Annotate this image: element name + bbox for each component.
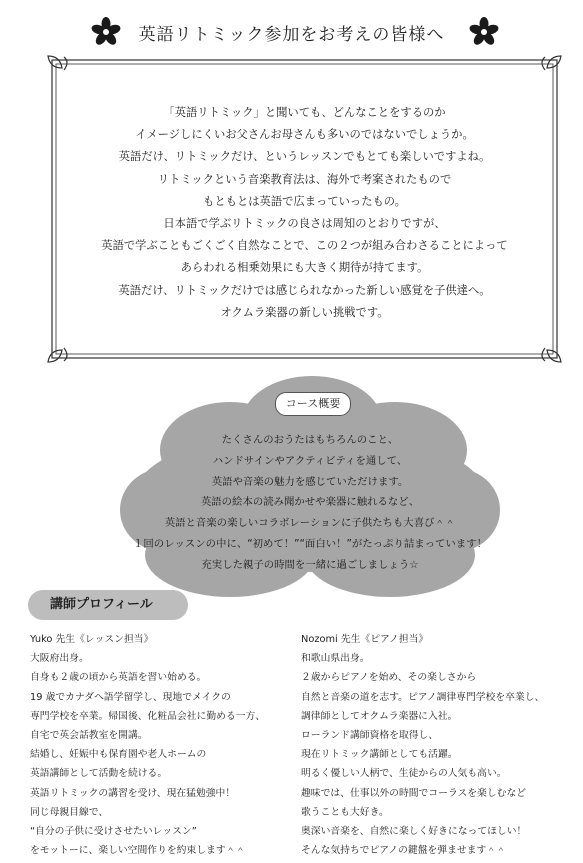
course-cloud — [120, 370, 500, 602]
title-row — [0, 14, 583, 50]
intro-line: 英語だけ、リトミックだけでは感じられなかった新しい感覚を子供達へ。 — [118, 283, 491, 297]
intro-line: あらわれる相乗効果にも大きく期待が持てます。 — [180, 261, 429, 275]
profile-line: “自分の子供に受けさせたいレッスン” — [30, 826, 197, 838]
intro-line: リトミックという音楽教育法は、海外で考案されたもので — [157, 172, 452, 186]
profile-line: 自宅で英会話教室を開講。 — [30, 730, 148, 742]
profile-line: 英語講師として活動を続ける。 — [30, 768, 168, 780]
profile-line: 調律師としてオクムラ楽器に入社。 — [301, 710, 458, 722]
profile-line: ローランド講師資格を取得し、 — [301, 730, 439, 742]
intro-frame — [46, 54, 563, 364]
profile-nozomi — [301, 630, 571, 860]
intro-line: 英語だけ、リトミックだけ、というレッスンでもとても楽しいですよね。 — [118, 150, 491, 164]
course-line: 英語や音楽の魅力を感じていただけます。 — [211, 475, 409, 488]
profile-line: をモットーに、楽しい空間作りを約束します＾＾ — [30, 845, 246, 857]
profile-line: 和歌山県出身。 — [301, 653, 370, 665]
intro-line: 「英語リトミック」と聞いても、どんなことをするのか — [163, 106, 446, 119]
intro-text — [46, 102, 563, 324]
profile-line: ２歳からピアノを始め、その楽しさから — [301, 672, 477, 684]
profile-line: 自身も２歳の頃から英語を習い始める。 — [30, 672, 207, 684]
course-line: 英語の絵本の読み聞かせや楽器に触れるなど、 — [200, 496, 420, 509]
flower-icon-right — [468, 16, 500, 48]
profile-line: 大阪府出身。 — [30, 653, 89, 665]
intro-line: 日本語で学ぶリトミックの良さは周知のとおりですが、 — [163, 217, 446, 231]
profile-line: 英語リトミックの講習を受け、現在猛勉強中！ — [30, 787, 236, 799]
profile-line: 趣味では、仕事以外の時間でコーラスを楽しむなど — [301, 787, 527, 799]
profile-yuko — [30, 630, 295, 860]
course-line: たくさんのおうたはもちろんのこと、 — [221, 434, 399, 446]
intro-line: もともとは英語で広まっていったもの。 — [203, 194, 406, 208]
intro-line: イメージしにくいお父さんお母さんも多いのではないでしょうか。 — [135, 128, 474, 142]
course-line: 充実した親子の時間を一緒に過ごしましょう☆ — [201, 558, 419, 571]
course-line: ハンドサインやアクティビティを通して、 — [212, 454, 408, 467]
course-line: １回のレッスンの中に、“初めて！”“面白い！”がたっぷり詰まっています！ — [133, 537, 487, 550]
profile-line: 19 歳でカナダへ語学留学し、現地でメイクの — [30, 691, 231, 703]
profile-line: 明るく優しい人柄で、生徒からの人気も高い。 — [301, 768, 507, 780]
intro-line: オクムラ楽器の新しい挑戦です。 — [220, 305, 389, 319]
profile-line: 奥深い音楽を、自然に楽しく好きになってほしい！ — [301, 826, 527, 838]
page-title: 英語リトミック参加をお考えの皆様へ — [138, 25, 445, 45]
profile-title: 講師プロフィール — [50, 597, 153, 612]
profile-line: 同じ母親目線で、 — [30, 806, 109, 818]
profile-line: 自然と音楽の道を志す。ピアノ調律専門学校を卒業し、 — [301, 691, 545, 703]
profile-line: Nozomi 先生《ピアノ担当》 — [301, 634, 429, 645]
profile-heading — [28, 590, 188, 620]
profile-line: 現在リトミック講師としても活躍。 — [301, 749, 458, 761]
course-line: 英語と音楽の楽しいコラボレーションに子供たちも大喜び＾＾ — [164, 517, 456, 530]
profile-line: 結婚し、妊娠中も保育園や老人ホームの — [30, 749, 207, 761]
course-text — [80, 430, 540, 576]
profile-line: そんな気持ちでピアノの鍵盤を弾ませます＾＾ — [301, 845, 506, 857]
intro-line: 英語で学ぶこともごくごく自然なことで、この２つが組み合わさることによって — [101, 239, 508, 253]
profile-line: Yuko 先生《レッスン担当》 — [30, 634, 154, 645]
profile-line: 歌うことも大好き。 — [301, 806, 389, 818]
course-label: コース概要 — [275, 392, 351, 416]
profile-line: 専門学校を卒業。帰国後、化粧品会社に勤める一方、 — [30, 710, 266, 722]
